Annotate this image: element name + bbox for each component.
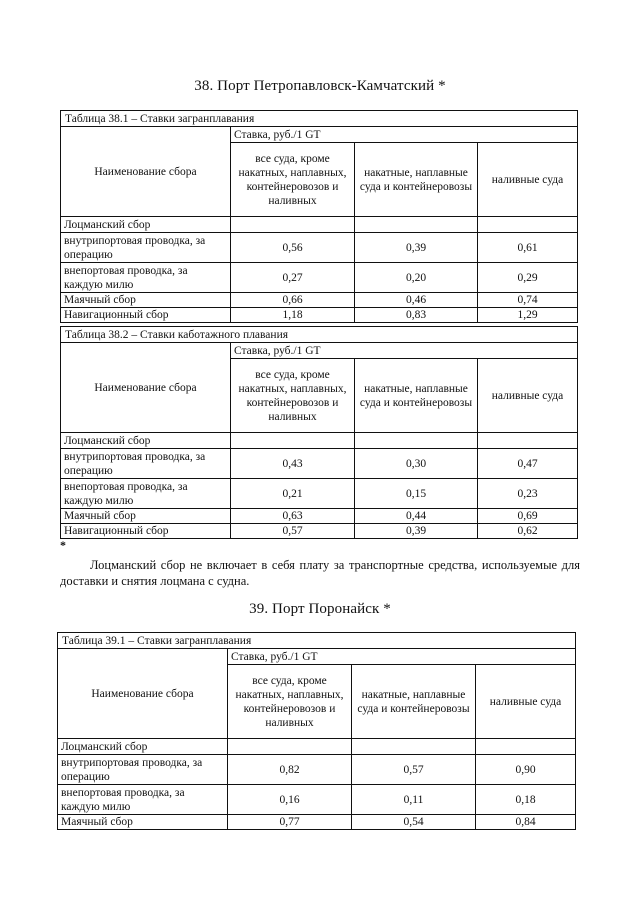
table-row xyxy=(61,263,578,293)
row-name: внутрипортовая проводка, за операцию xyxy=(58,755,228,785)
row-name: Лоцманский сбор xyxy=(58,739,228,755)
footnote-mark: * xyxy=(60,538,66,552)
cell-value: 0,23 xyxy=(478,479,578,509)
cell-value: 1,29 xyxy=(478,308,578,323)
cell-value: 0,29 xyxy=(478,263,578,293)
row-name: внепортовая проводка, за каждую милю xyxy=(58,785,228,815)
cell-value xyxy=(231,433,355,449)
col-header-roro: накатные, наплавные суда и контейнеровозы xyxy=(352,665,476,739)
cell-value: 0,39 xyxy=(355,524,478,539)
table-38-2 xyxy=(60,326,578,539)
footnote-text: Лоцманский сбор не включает в себя плату за транспортные средства, используемые для доставки и снятия лоцмана с судна. xyxy=(60,558,580,588)
cell-value: 0,21 xyxy=(231,479,355,509)
section-38-title: 38. Порт Петропавловск-Камчатский * xyxy=(194,78,446,94)
section-39-title: 39. Порт Поронайск * xyxy=(249,601,391,617)
table-row xyxy=(61,524,578,539)
table-row xyxy=(61,217,578,233)
table-caption: Таблица 39.1 – Ставки загранплавания xyxy=(58,633,576,649)
cell-value: 0,61 xyxy=(478,233,578,263)
table-row xyxy=(61,509,578,524)
cell-value: 0,83 xyxy=(355,308,478,323)
cell-value: 0,30 xyxy=(355,449,478,479)
col-header-tankers: наливные суда xyxy=(476,665,576,739)
col-header-general: все суда, кроме накатных, наплавных, контейнеровозов и наливных xyxy=(228,665,352,739)
cell-value: 0,57 xyxy=(231,524,355,539)
cell-value: 0,74 xyxy=(478,293,578,308)
cell-value: 1,18 xyxy=(231,308,355,323)
table-row xyxy=(61,233,578,263)
cell-value: 0,77 xyxy=(228,815,352,830)
col-header-general: все суда, кроме накатных, наплавных, контейнеровозов и наливных xyxy=(231,359,355,433)
cell-value xyxy=(228,739,352,755)
cell-value: 0,46 xyxy=(355,293,478,308)
row-name: Навигационный сбор xyxy=(61,524,231,539)
table-row xyxy=(61,479,578,509)
row-name: внепортовая проводка, за каждую милю xyxy=(61,263,231,293)
table-row xyxy=(61,293,578,308)
cell-value: 0,39 xyxy=(355,233,478,263)
name-column-header: Наименование сбора xyxy=(61,127,231,217)
row-name: Маячный сбор xyxy=(61,509,231,524)
cell-value: 0,43 xyxy=(231,449,355,479)
cell-value xyxy=(476,739,576,755)
cell-value: 0,15 xyxy=(355,479,478,509)
col-header-roro: накатные, наплавные суда и контейнеровозы xyxy=(355,359,478,433)
table-row xyxy=(58,785,576,815)
cell-value: 0,82 xyxy=(228,755,352,785)
cell-value: 0,11 xyxy=(352,785,476,815)
cell-value: 0,90 xyxy=(476,755,576,785)
row-name: Лоцманский сбор xyxy=(61,433,231,449)
cell-value: 0,27 xyxy=(231,263,355,293)
cell-value: 0,47 xyxy=(478,449,578,479)
cell-value: 0,57 xyxy=(352,755,476,785)
table-row xyxy=(61,433,578,449)
cell-value: 0,18 xyxy=(476,785,576,815)
row-name: Маячный сбор xyxy=(58,815,228,830)
name-column-header: Наименование сбора xyxy=(58,649,228,739)
cell-value xyxy=(355,217,478,233)
rate-header: Ставка, руб./1 GT xyxy=(228,649,576,665)
table-caption: Таблица 38.1 – Ставки загранплавания xyxy=(61,111,578,127)
cell-value xyxy=(231,217,355,233)
cell-value xyxy=(478,433,578,449)
row-name: Маячный сбор xyxy=(61,293,231,308)
col-header-roro: накатные, наплавные суда и контейнеровозы xyxy=(355,143,478,217)
name-column-header: Наименование сбора xyxy=(61,343,231,433)
table-39-1 xyxy=(57,632,576,830)
cell-value xyxy=(355,433,478,449)
cell-value xyxy=(478,217,578,233)
row-name: Лоцманский сбор xyxy=(61,217,231,233)
col-header-tankers: наливные суда xyxy=(478,359,578,433)
rate-header: Ставка, руб./1 GT xyxy=(231,127,578,143)
table-caption: Таблица 38.2 – Ставки каботажного плавания xyxy=(61,327,578,343)
rate-header: Ставка, руб./1 GT xyxy=(231,343,578,359)
row-name: Навигационный сбор xyxy=(61,308,231,323)
table-38-1 xyxy=(60,110,578,323)
table-row xyxy=(58,739,576,755)
cell-value: 0,63 xyxy=(231,509,355,524)
row-name: внутрипортовая проводка, за операцию xyxy=(61,233,231,263)
col-header-tankers: наливные суда xyxy=(478,143,578,217)
row-name: внепортовая проводка, за каждую милю xyxy=(61,479,231,509)
cell-value: 0,56 xyxy=(231,233,355,263)
row-name: внутрипортовая проводка, за операцию xyxy=(61,449,231,479)
table-row xyxy=(61,308,578,323)
table-row xyxy=(58,815,576,830)
cell-value xyxy=(352,739,476,755)
cell-value: 0,66 xyxy=(231,293,355,308)
cell-value: 0,20 xyxy=(355,263,478,293)
table-row xyxy=(61,449,578,479)
cell-value: 0,84 xyxy=(476,815,576,830)
cell-value: 0,44 xyxy=(355,509,478,524)
cell-value: 0,62 xyxy=(478,524,578,539)
cell-value: 0,69 xyxy=(478,509,578,524)
cell-value: 0,54 xyxy=(352,815,476,830)
cell-value: 0,16 xyxy=(228,785,352,815)
col-header-general: все суда, кроме накатных, наплавных, контейнеровозов и наливных xyxy=(231,143,355,217)
table-row xyxy=(58,755,576,785)
